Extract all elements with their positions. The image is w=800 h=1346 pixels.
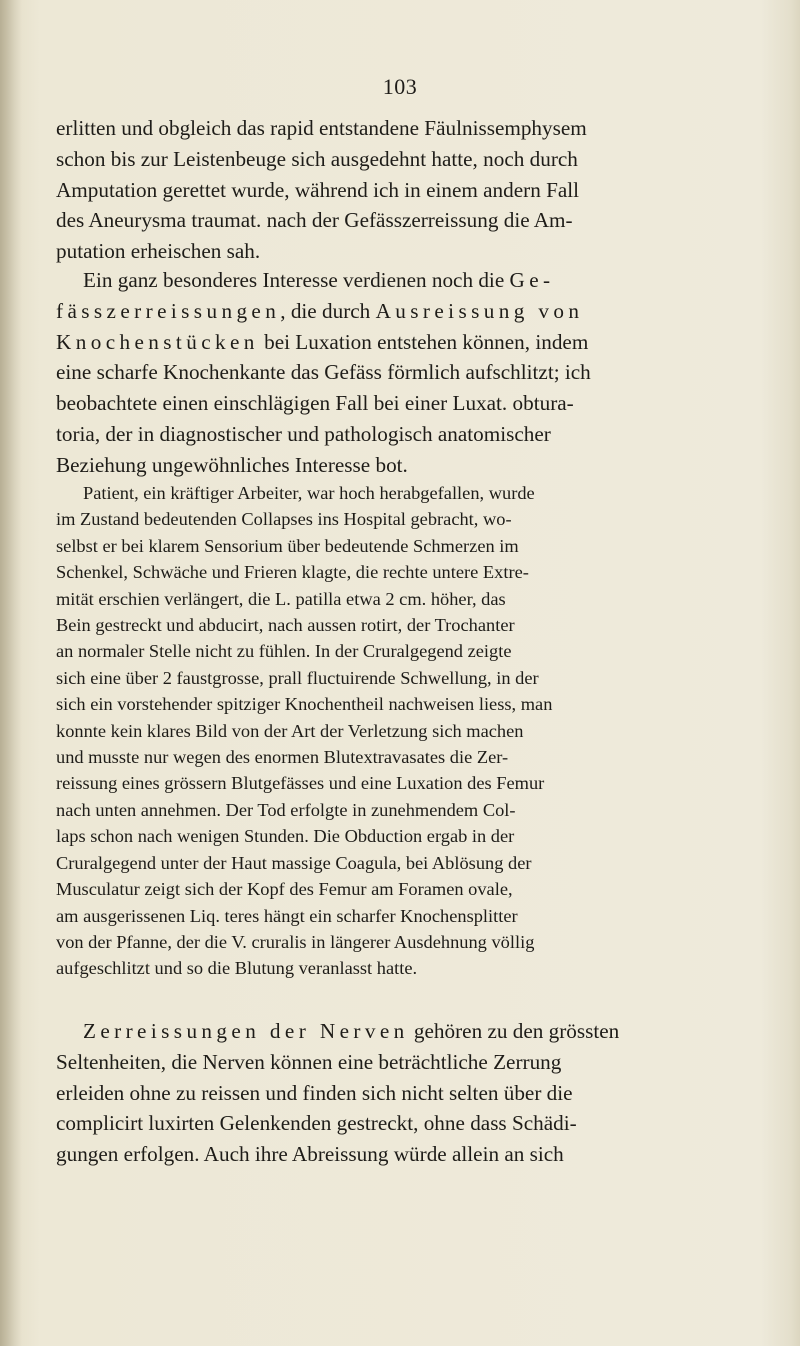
text-line: von der Pfanne, der die V. cruralis in längerer Ausdehnung völlig	[56, 931, 535, 952]
paragraph-3-case-report	[56, 480, 740, 982]
text-line: aufgeschlitzt und so die Blutung veranlasst hatte.	[56, 958, 418, 979]
spaced-term: Ausreissung von	[375, 298, 584, 323]
page-number: 103	[382, 74, 418, 99]
binding-shadow	[0, 0, 22, 1346]
text-line: reissung eines grössern Blutgefässes und eine Luxation des Femur	[56, 773, 545, 794]
text-line: Beziehung ungewöhnliches Interesse bot.	[56, 452, 408, 477]
spaced-term: Zerreissungen der Nerven	[83, 1019, 409, 1043]
text-line: mität erschien verlängert, die L. patilla etwa 2 cm. höher, das	[56, 588, 506, 609]
text-line: sich eine über 2 faustgrosse, prall fluctuirende Schwellung, in der	[56, 667, 539, 688]
text-line: im Zustand bedeutenden Collapses ins Hospital gebracht, wo-	[56, 509, 512, 530]
text-span: gehören zu den grössten	[408, 1019, 620, 1043]
text-line: am ausgerissenen Liq. teres hängt ein scharfer Knochensplitter	[56, 905, 518, 926]
text-line: Musculatur zeigt sich der Kopf des Femur am Foramen ovale,	[56, 879, 513, 900]
text-line	[56, 327, 740, 358]
text-span: Ein ganz besonderes Interesse verdienen noch die	[83, 268, 510, 292]
text-line: Amputation gerettet wurde, während ich in einem andern Fall	[56, 177, 580, 202]
text-line	[56, 1016, 740, 1047]
text-line: selbst er bei klarem Sensorium über bedeutende Schmerzen im	[56, 535, 519, 556]
text-line: an normaler Stelle nicht zu fühlen. In der Cruralgegend zeigte	[56, 641, 512, 662]
text-line: toria, der in diagnostischer und pathologisch anatomischer	[56, 421, 551, 446]
text-line: laps schon nach wenigen Stunden. Die Obduction ergab in der	[56, 826, 515, 847]
text-line	[56, 296, 740, 327]
text-line: Schenkel, Schwäche und Frieren klagte, die rechte untere Extre-	[56, 562, 529, 583]
paragraph-1	[56, 113, 740, 267]
spaced-term: Knochenstücken	[56, 329, 259, 354]
paragraph-2	[56, 265, 740, 481]
text-line: schon bis zur Leistenbeuge sich ausgedehnt hatte, noch durch	[56, 146, 578, 171]
paragraph-4	[56, 1016, 740, 1170]
spaced-term: Ge-	[509, 268, 555, 292]
text-line: Patient, ein kräftiger Arbeiter, war hoch herabgefallen, wurde	[83, 483, 535, 503]
text-line: nach unten annehmen. Der Tod erfolgte in zunehmendem Col-	[56, 799, 516, 820]
text-line: Seltenheiten, die Nerven können eine beträchtliche Zerrung	[56, 1049, 562, 1074]
text-line	[56, 265, 740, 296]
text-line: gungen erfolgen. Auch ihre Abreissung würde allein an sich	[56, 1142, 564, 1167]
text-span: , die durch	[280, 298, 376, 323]
text-line: complicirt luxirten Gelenkenden gestreckt, ohne dass Schädi-	[56, 1111, 577, 1136]
text-line: erlitten und obgleich das rapid entstandene Fäulnissemphysem	[56, 116, 587, 140]
text-line: eine scharfe Knochenkante das Gefäss förmlich aufschlitzt; ich	[56, 360, 591, 385]
text-line: sich ein vorstehender spitziger Knochentheil nachweisen liess, man	[56, 694, 553, 715]
text-line: putation erheischen sah.	[56, 239, 261, 264]
text-line: und musste nur wegen des enormen Blutextravasates die Zer-	[56, 747, 509, 768]
text-line: des Aneurysma traumat. nach der Gefässzerreissung die Am-	[56, 208, 573, 233]
text-line: Bein gestreckt und abducirt, nach aussen rotirt, der Trochanter	[56, 615, 515, 636]
text-span: bei Luxation entstehen können, indem	[258, 329, 589, 354]
spaced-term: fässzerreissungen	[56, 298, 281, 323]
text-line: Cruralgegend unter der Haut massige Coagula, bei Ablösung der	[56, 852, 532, 873]
text-line: konnte kein klares Bild von der Art der Verletzung sich machen	[56, 720, 524, 741]
text-line: beobachtete einen einschlägigen Fall bei einer Luxat. obtura-	[56, 391, 574, 416]
text-line: erleiden ohne zu reissen und finden sich nicht selten über die	[56, 1080, 573, 1105]
